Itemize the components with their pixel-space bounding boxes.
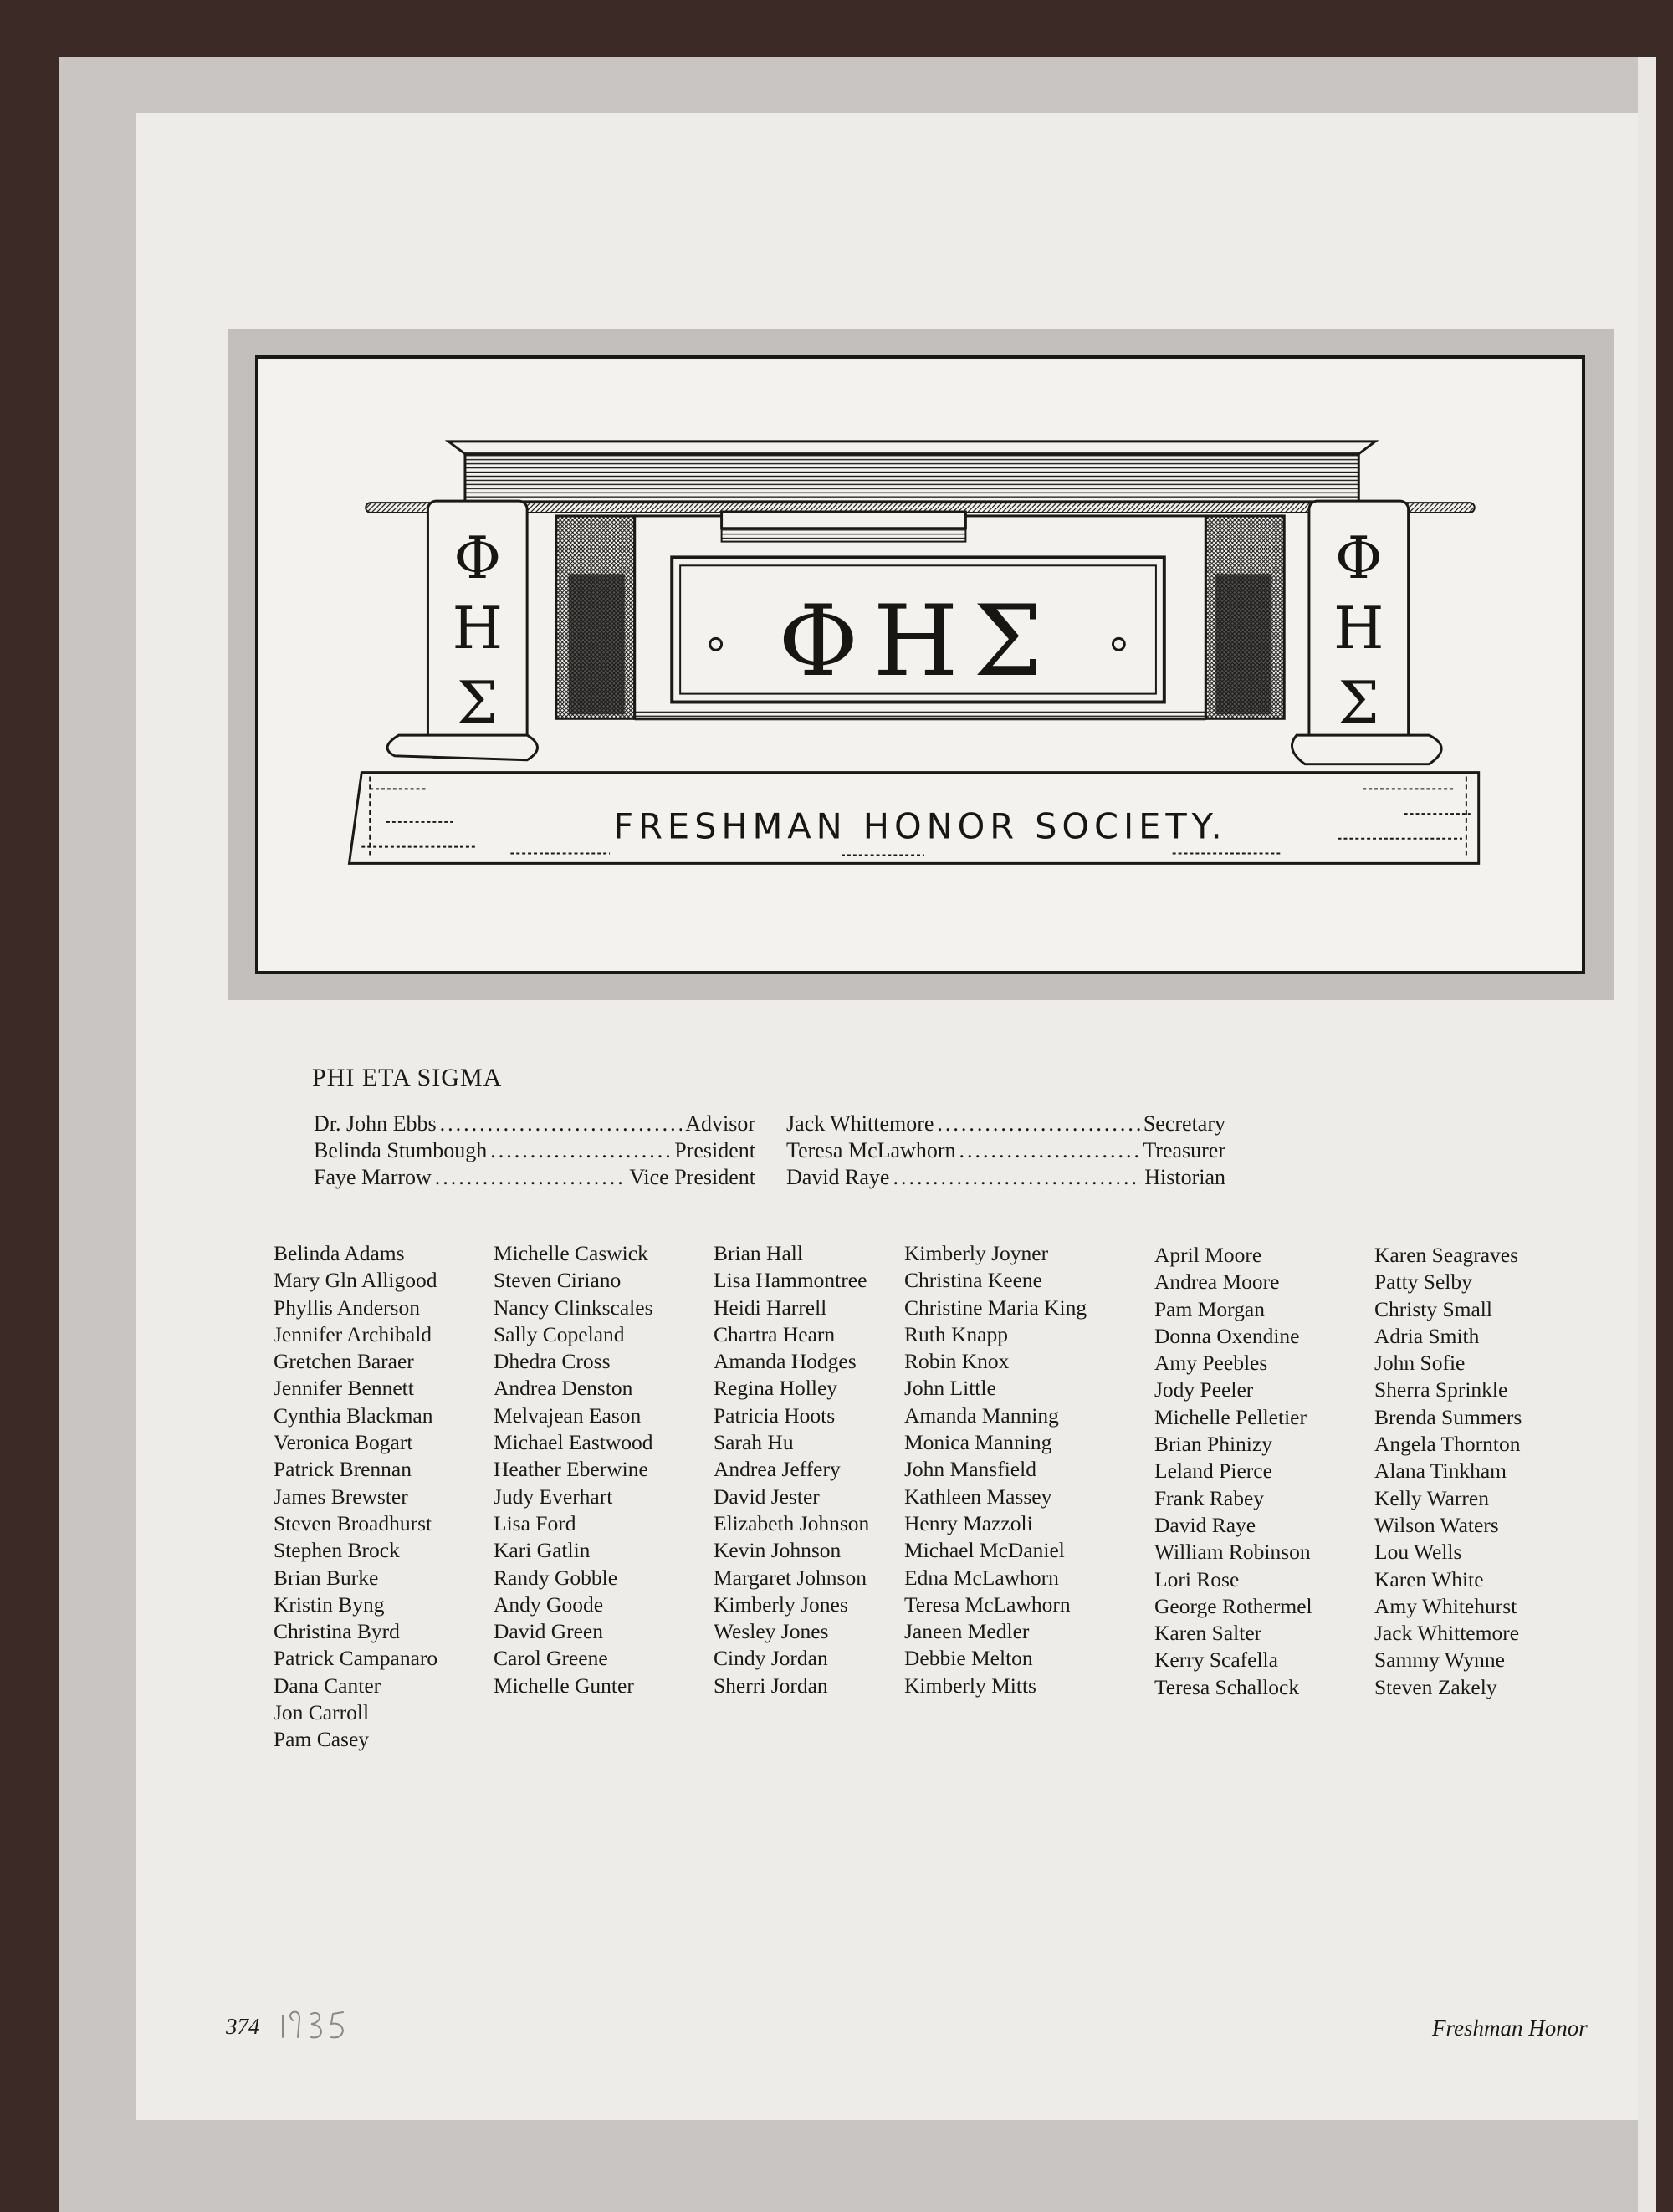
officer-row xyxy=(314,1111,755,1137)
officer-name: Dr. John Ebbs xyxy=(314,1111,437,1136)
member-name: John Little xyxy=(904,1376,996,1401)
member-name: Judy Everhart xyxy=(494,1484,613,1509)
member-name: Alana Tinkham xyxy=(1374,1458,1507,1484)
member-name: Frank Rabey xyxy=(1154,1485,1265,1510)
member-name: Elizabeth Johnson xyxy=(714,1510,870,1535)
officer-name: Jack Whittemore xyxy=(786,1111,934,1136)
top-slab xyxy=(448,442,1375,502)
illustration-caption: FRESHMAN HONOR SOCIETY. xyxy=(613,805,1227,847)
member-name: Kimberly Jones xyxy=(714,1591,848,1617)
page-number: 374 xyxy=(226,2014,260,2039)
member-name: Steven Broadhurst xyxy=(274,1510,432,1535)
member-name: Margaret Johnson xyxy=(714,1565,867,1590)
footer-section-label: Freshman Honor xyxy=(1432,2015,1588,2041)
member-name: Kristin Byng xyxy=(274,1591,385,1617)
member-name: Karen White xyxy=(1374,1566,1484,1591)
member-name: Adria Smith xyxy=(1374,1323,1480,1348)
officer-role: Historian xyxy=(1144,1165,1225,1189)
member-name: Lori Rose xyxy=(1154,1566,1240,1591)
officer-role: Advisor xyxy=(685,1111,755,1136)
member-name: Kerry Scafella xyxy=(1154,1648,1278,1673)
member-name: Sherri Jordan xyxy=(714,1673,828,1698)
member-name: Brian Hall xyxy=(714,1241,803,1265)
member-name: Teresa McLawhorn xyxy=(904,1591,1071,1617)
member-column-1 xyxy=(274,1240,437,1754)
member-name: Chartra Hearn xyxy=(714,1321,836,1346)
member-name: Kathleen Massey xyxy=(904,1484,1052,1509)
officer-row xyxy=(786,1137,1225,1164)
member-name: Melvajean Eason xyxy=(494,1402,642,1428)
member-column-6 xyxy=(1374,1242,1522,1701)
member-name: Brian Phinizy xyxy=(1154,1432,1272,1457)
member-column-3 xyxy=(714,1240,869,1699)
officer-name: Belinda Stumbough xyxy=(314,1138,488,1162)
member-name: Wesley Jones xyxy=(714,1619,829,1644)
member-name: Lisa Ford xyxy=(494,1510,576,1535)
scroll-letter-left-1: Φ xyxy=(453,525,502,593)
member-name: Christine Maria King xyxy=(904,1295,1087,1320)
member-name: Patty Selby xyxy=(1374,1269,1472,1295)
member-name: Pam Morgan xyxy=(1154,1296,1265,1321)
member-name: Michelle Pelletier xyxy=(1154,1404,1307,1429)
member-name: Christina Byrd xyxy=(274,1619,400,1644)
dot-leader xyxy=(959,1137,1139,1164)
member-name: Heather Eberwine xyxy=(494,1457,648,1482)
member-name: Kimberly Mitts xyxy=(904,1673,1036,1698)
member-name: Kari Gatlin xyxy=(494,1538,591,1563)
member-name: Kevin Johnson xyxy=(714,1538,842,1563)
right-dark-panel xyxy=(1205,516,1284,718)
member-name: Christina Keene xyxy=(904,1268,1042,1293)
member-name: Carol Greene xyxy=(494,1646,608,1671)
scroll-letter-right-1: Φ xyxy=(1334,525,1383,593)
scroll-letter-right-3: Σ xyxy=(1338,670,1379,738)
officer-row xyxy=(786,1164,1225,1191)
officers-list-right xyxy=(786,1111,1225,1191)
member-name: Andrea Moore xyxy=(1154,1269,1280,1295)
officers-list-left xyxy=(314,1111,755,1191)
officer-name: Faye Marrow xyxy=(314,1165,432,1189)
dot-leader xyxy=(435,1164,626,1191)
member-name: Kimberly Joyner xyxy=(904,1241,1049,1265)
member-name: Cindy Jordan xyxy=(714,1646,828,1671)
illustration-frame xyxy=(255,355,1585,974)
member-name: Veronica Bogart xyxy=(274,1430,413,1455)
member-name: Andrea Denston xyxy=(494,1376,633,1401)
member-name: Sammy Wynne xyxy=(1374,1648,1505,1673)
officer-row xyxy=(314,1164,755,1191)
member-name: Monica Manning xyxy=(904,1430,1052,1455)
member-name: Leland Pierce xyxy=(1154,1458,1272,1484)
member-name: Steven Zakely xyxy=(1374,1674,1497,1699)
scroll-letter-right-2: Η xyxy=(1333,595,1384,663)
officer-name: David Raye xyxy=(786,1165,890,1189)
officer-role: Treasurer xyxy=(1143,1138,1225,1162)
member-name: Stephen Brock xyxy=(274,1538,400,1563)
member-name: Phyllis Anderson xyxy=(274,1295,420,1320)
member-name: David Raye xyxy=(1154,1512,1256,1537)
dot-leader xyxy=(893,1164,1141,1191)
member-name: Michael Eastwood xyxy=(494,1430,653,1455)
officer-name: Teresa McLawhorn xyxy=(786,1138,956,1162)
member-name: Janeen Medler xyxy=(904,1619,1030,1644)
member-name: James Brewster xyxy=(274,1484,408,1509)
member-name: Cynthia Blackman xyxy=(274,1402,433,1428)
member-name: Jennifer Bennett xyxy=(274,1376,414,1401)
member-name: Michelle Gunter xyxy=(494,1673,634,1698)
member-name: Sally Copeland xyxy=(494,1321,625,1346)
member-name: Christy Small xyxy=(1374,1296,1492,1321)
member-name: Gretchen Baraer xyxy=(274,1349,414,1374)
member-name: Jennifer Archibald xyxy=(274,1321,432,1346)
member-name: Kelly Warren xyxy=(1374,1485,1489,1510)
freshman-honor-society-drawing xyxy=(258,359,1582,971)
member-name: Amy Peebles xyxy=(1154,1351,1268,1376)
member-name: Donna Oxendine xyxy=(1154,1323,1300,1348)
member-name: Andrea Jeffery xyxy=(714,1457,841,1482)
member-name: Sarah Hu xyxy=(714,1430,794,1455)
member-name: Michael McDaniel xyxy=(904,1538,1065,1563)
member-name: Karen Seagraves xyxy=(1374,1243,1519,1267)
member-name: Robin Knox xyxy=(904,1349,1010,1374)
member-column-5 xyxy=(1154,1242,1312,1701)
member-name: Patrick Brennan xyxy=(274,1457,412,1482)
member-name: April Moore xyxy=(1154,1243,1262,1267)
member-name: Jody Peeler xyxy=(1154,1377,1254,1402)
member-column-2 xyxy=(494,1240,653,1699)
member-name: Karen Salter xyxy=(1154,1621,1262,1646)
scroll-letter-left-3: Σ xyxy=(457,670,499,738)
officer-role: Vice President xyxy=(629,1165,755,1189)
member-name: Henry Mazzoli xyxy=(904,1510,1033,1535)
member-name: Lou Wells xyxy=(1374,1540,1462,1565)
member-name: John Mansfield xyxy=(904,1457,1036,1482)
member-name: Randy Gobble xyxy=(494,1565,618,1590)
scroll-letter-left-2: Η xyxy=(452,595,503,663)
dot-leader xyxy=(440,1111,683,1137)
member-name: Lisa Hammontree xyxy=(714,1268,867,1293)
member-name: Debbie Melton xyxy=(904,1646,1033,1671)
plaque-text: ΦΗΣ xyxy=(778,584,1057,698)
member-name: Andy Goode xyxy=(494,1591,604,1617)
member-name: Mary Gln Alligood xyxy=(274,1268,437,1293)
member-name: Amanda Hodges xyxy=(714,1349,857,1374)
member-name: Sherra Sprinkle xyxy=(1374,1377,1508,1402)
stone-base xyxy=(349,773,1478,864)
member-name: Angela Thornton xyxy=(1374,1432,1521,1457)
member-name: Patricia Hoots xyxy=(714,1402,836,1428)
member-name: Jon Carroll xyxy=(274,1700,370,1725)
member-name: Belinda Adams xyxy=(274,1241,405,1265)
member-name: Patrick Campanaro xyxy=(274,1646,438,1671)
paper-edge xyxy=(1638,57,1656,2212)
member-name: Amanda Manning xyxy=(904,1402,1059,1428)
handwritten-year-note xyxy=(276,2004,360,2046)
member-name: Michelle Caswick xyxy=(494,1241,648,1265)
member-name: William Robinson xyxy=(1154,1540,1311,1565)
member-name: Edna McLawhorn xyxy=(904,1565,1059,1590)
member-name: Heidi Harrell xyxy=(714,1295,827,1320)
section-heading: PHI ETA SIGMA xyxy=(312,1064,503,1091)
officer-row xyxy=(786,1111,1225,1137)
member-name: Dhedra Cross xyxy=(494,1349,611,1374)
member-name: George Rothermel xyxy=(1154,1593,1312,1618)
member-name: Teresa Schallock xyxy=(1154,1674,1300,1699)
member-name: David Jester xyxy=(714,1484,820,1509)
member-name: Nancy Clinkscales xyxy=(494,1295,653,1320)
member-name: Jack Whittemore xyxy=(1374,1621,1520,1646)
member-name: Regina Holley xyxy=(714,1376,838,1401)
officer-role: Secretary xyxy=(1143,1111,1225,1136)
left-scroll xyxy=(387,501,537,760)
officer-role: President xyxy=(674,1138,755,1162)
member-name: Pam Casey xyxy=(274,1727,370,1752)
member-name: David Green xyxy=(494,1619,603,1644)
member-name: Wilson Waters xyxy=(1374,1512,1499,1537)
right-scroll xyxy=(1292,501,1442,764)
member-name: Ruth Knapp xyxy=(904,1321,1008,1346)
member-name: Dana Canter xyxy=(274,1673,381,1698)
member-column-4 xyxy=(904,1240,1087,1699)
member-name: John Sofie xyxy=(1374,1351,1466,1376)
officer-row xyxy=(314,1137,755,1164)
member-name: Amy Whitehurst xyxy=(1374,1593,1517,1618)
dot-leader xyxy=(490,1137,671,1164)
left-dark-panel xyxy=(556,516,635,718)
member-name: Brian Burke xyxy=(274,1565,379,1590)
dot-leader xyxy=(937,1111,1139,1137)
member-name: Steven Ciriano xyxy=(494,1268,622,1293)
member-name: Brenda Summers xyxy=(1374,1404,1522,1429)
